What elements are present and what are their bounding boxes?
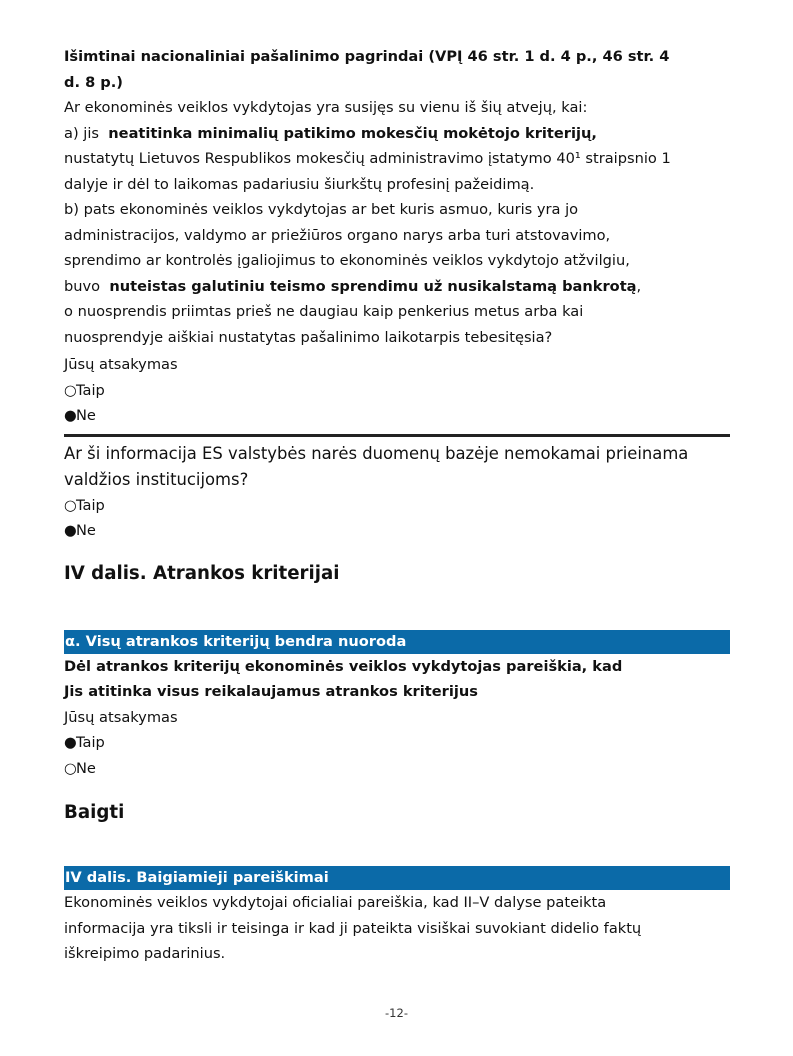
section-title: Baigti — [64, 802, 125, 823]
database-question-line1: Ar ši informacija ES valstybės narės duomenų bazėje nemokamai prieinama — [64, 443, 689, 463]
answer-label: Jūsų atsakymas — [64, 356, 178, 373]
case-b-line4 — [64, 274, 730, 300]
case-b-suffix: , — [636, 277, 642, 295]
question-text: Ar ekonominės veiklos vykdytojas yra susijęs su vienu iš šių atvejų, kai: — [64, 99, 588, 116]
section-heading-line2: d. 8 p.) — [64, 73, 123, 91]
section-heading-line1: Išimtinai nacionaliniai pašalinimo pagrindai (VPĮ 46 str. 1 d. 4 p., 46 str. 4 — [64, 48, 670, 65]
radio-empty-icon: ○ — [64, 496, 77, 514]
section-title: IV dalis. Atrankos kriterijai — [64, 562, 340, 584]
case-b-line5: o nuosprendis priimtas prieš ne daugiau kaip penkerius metus arba kai — [64, 303, 584, 320]
radio-option-no[interactable] — [64, 403, 730, 429]
statement-line1: Dėl atrankos kriterijų ekonominės veiklos vykdytojas pareiškia, kad — [64, 657, 623, 675]
exclusion-grounds-section — [64, 44, 730, 429]
radio-label: Ne — [76, 759, 96, 777]
radio-label: Ne — [76, 407, 96, 424]
radio-label: Taip — [76, 734, 105, 751]
radio-empty-icon: ○ — [64, 759, 77, 777]
answer-label: Jūsų atsakymas — [64, 708, 178, 726]
radio-filled-icon: ● — [64, 407, 77, 424]
section-bar-heading: α. Visų atrankos kriterijų bendra nuoroda — [64, 630, 730, 654]
radio-option-yes[interactable] — [64, 493, 730, 519]
section-bar-heading: IV dalis. Baigiamieji pareiškimai — [64, 866, 730, 890]
selection-criteria-section — [64, 562, 730, 782]
radio-label: Taip — [76, 381, 105, 399]
case-a-line2: nustatytų Lietuvos Respublikos mokesčių administravimo įstatymo 40¹ straipsnio 1 — [64, 150, 671, 167]
radio-option-yes[interactable] — [64, 730, 730, 756]
case-a-line3: dalyje ir dėl to laikomas padariusiu šiurkštų profesinį pažeidimą. — [64, 175, 535, 193]
radio-option-no[interactable] — [64, 518, 730, 544]
case-a-bold: neatitinka minimalių patikimo mokesčių mokėtojo kriterijų, — [108, 124, 597, 142]
case-b-prefix: buvo — [64, 277, 101, 295]
case-b-line1: b) pats ekonominės veiklos vykdytojas ar bet kuris asmuo, kuris yra jo — [64, 201, 579, 218]
database-question-line2: valdžios institucijoms? — [64, 469, 249, 489]
final-text-line3: iškreipimo padarinius. — [64, 945, 226, 962]
radio-option-yes[interactable] — [64, 378, 730, 404]
page-number: -12- — [385, 1006, 408, 1020]
final-statements-section — [64, 801, 730, 967]
radio-option-no[interactable] — [64, 756, 730, 782]
final-text-line2: informacija yra tiksli ir teisinga ir kad ji pateikta visiškai suvokiant didelio faktų — [64, 919, 642, 937]
statement-line2: Jis atitinka visus reikalaujamus atrankos kriterijus — [64, 683, 478, 700]
case-b-line2: administracijos, valdymo ar priežiūros organo narys arba turi atstovavimo, — [64, 226, 611, 244]
radio-filled-icon: ● — [64, 734, 77, 751]
case-a-prefix: a) jis — [64, 124, 99, 142]
case-a-line1 — [64, 121, 730, 147]
radio-filled-icon: ● — [64, 522, 77, 539]
case-b-line6: nuosprendyje aiškiai nustatytas pašalinimo laikotarpis tebesitęsia? — [64, 328, 553, 346]
case-b-bold: nuteistas galutiniu teismo sprendimu už nusikalstamą bankrotą — [109, 277, 637, 295]
case-b-line3: sprendimo ar kontrolės įgaliojimus to ekonominės veiklos vykdytojo atžvilgiu, — [64, 252, 630, 269]
document-page — [64, 44, 730, 967]
final-text-line1: Ekonominės veiklos vykdytojai oficialiai pareiškia, kad II–V dalyse pateikta — [64, 894, 607, 911]
radio-label: Taip — [76, 496, 105, 514]
radio-empty-icon: ○ — [64, 381, 77, 399]
database-question-section — [64, 441, 730, 544]
section-divider — [64, 434, 730, 437]
radio-label: Ne — [76, 522, 96, 539]
